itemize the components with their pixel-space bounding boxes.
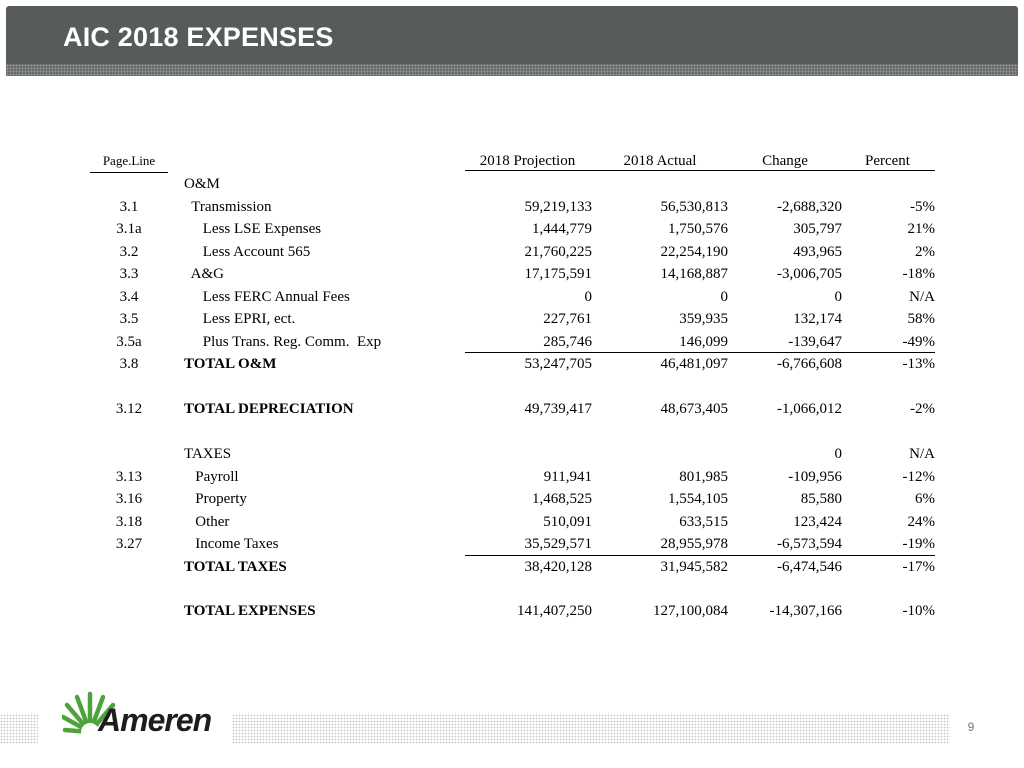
row-change: 305,797 bbox=[793, 221, 842, 237]
row-page-line: 3.12 bbox=[115, 401, 143, 417]
row-description: Less FERC Annual Fees bbox=[184, 288, 350, 305]
row-percent: -10% bbox=[902, 603, 935, 619]
row-projection: 17,175,591 bbox=[524, 266, 592, 282]
logo-text: Ameren bbox=[98, 702, 212, 738]
row-description: Transmission bbox=[184, 198, 272, 215]
row-description: O&M bbox=[184, 176, 220, 192]
table-row bbox=[90, 466, 936, 488]
row-change: -139,647 bbox=[788, 333, 842, 350]
row-page-line: 3.18 bbox=[115, 513, 143, 530]
table-row bbox=[90, 533, 936, 555]
row-page-line: 3.1a bbox=[116, 221, 142, 237]
row-projection: 53,247,705 bbox=[524, 356, 592, 372]
row-description: Less LSE Expenses bbox=[184, 221, 322, 237]
row-actual: 46,481,097 bbox=[660, 356, 728, 372]
table-row bbox=[90, 398, 936, 420]
row-percent: N/A bbox=[909, 288, 935, 305]
row-projection: 911,941 bbox=[543, 468, 592, 485]
row-change: 0 bbox=[834, 446, 842, 462]
row-percent: -49% bbox=[902, 333, 935, 350]
row-page-line: 3.16 bbox=[115, 491, 143, 507]
row-description: Income Taxes bbox=[184, 536, 279, 552]
row-projection: 285,746 bbox=[543, 333, 592, 350]
row-percent: -18% bbox=[902, 266, 935, 282]
row-actual: 22,254,190 bbox=[660, 243, 728, 260]
header-actual: 2018 Actual bbox=[623, 153, 697, 169]
row-change: 493,965 bbox=[793, 243, 842, 260]
row-description: Plus Trans. Reg. Comm. Exp bbox=[184, 333, 382, 350]
row-projection: 21,760,225 bbox=[524, 243, 592, 260]
row-actual: 1,750,576 bbox=[668, 221, 728, 237]
row-change: 123,424 bbox=[793, 513, 842, 530]
table-row bbox=[90, 488, 936, 510]
row-page-line: 3.1 bbox=[119, 198, 139, 215]
row-page-line: 3.5 bbox=[119, 311, 139, 327]
row-page-line: 3.13 bbox=[115, 468, 143, 485]
row-actual: 14,168,887 bbox=[660, 266, 728, 282]
row-change: -2,688,320 bbox=[777, 198, 842, 215]
row-page-line: 3.3 bbox=[119, 266, 139, 282]
row-projection: 49,739,417 bbox=[524, 401, 592, 417]
table-row bbox=[90, 218, 936, 240]
table-row bbox=[90, 443, 936, 465]
row-actual: 1,554,105 bbox=[668, 491, 728, 507]
row-actual: 28,955,978 bbox=[660, 536, 728, 552]
page-title: AIC 2018 EXPENSES bbox=[63, 22, 334, 52]
row-projection: 0 bbox=[584, 288, 592, 305]
header-change: Change bbox=[762, 153, 808, 169]
row-projection: 59,219,133 bbox=[524, 198, 592, 215]
row-change: 132,174 bbox=[793, 311, 842, 327]
row-projection: 227,761 bbox=[543, 311, 592, 327]
row-description: TOTAL EXPENSES bbox=[184, 603, 316, 619]
row-change: 85,580 bbox=[800, 491, 842, 507]
table-row bbox=[90, 556, 936, 578]
row-percent: -12% bbox=[902, 468, 935, 485]
table-row bbox=[90, 331, 936, 353]
row-description: TOTAL DEPRECIATION bbox=[184, 401, 354, 417]
row-description: Property bbox=[184, 491, 247, 507]
row-change: -6,573,594 bbox=[777, 536, 842, 552]
row-percent: N/A bbox=[909, 446, 935, 462]
table-header-row bbox=[90, 150, 936, 172]
table-row bbox=[90, 308, 936, 330]
row-projection: 510,091 bbox=[543, 513, 592, 530]
row-actual: 633,515 bbox=[679, 513, 728, 530]
row-projection: 35,529,571 bbox=[524, 536, 592, 552]
row-projection: 1,468,525 bbox=[532, 491, 592, 507]
row-page-line: 3.4 bbox=[119, 288, 139, 305]
ameren-logo bbox=[62, 688, 212, 748]
header-bar bbox=[6, 6, 1018, 76]
row-projection: 38,420,128 bbox=[524, 558, 592, 575]
row-projection: 1,444,779 bbox=[532, 221, 592, 237]
row-actual: 0 bbox=[720, 288, 728, 305]
footer-dot-pattern-left bbox=[0, 714, 38, 744]
row-projection: 141,407,250 bbox=[517, 603, 592, 619]
row-actual: 127,100,084 bbox=[653, 603, 728, 619]
row-change: -109,956 bbox=[788, 468, 842, 485]
row-percent: -2% bbox=[910, 401, 935, 417]
table-row bbox=[90, 241, 936, 263]
row-percent: 6% bbox=[915, 491, 935, 507]
row-percent: 21% bbox=[907, 221, 935, 237]
row-percent: -17% bbox=[902, 558, 935, 575]
row-description: TAXES bbox=[184, 446, 232, 462]
row-change: -14,307,166 bbox=[769, 603, 842, 619]
row-change: -6,766,608 bbox=[777, 356, 842, 372]
row-percent: 2% bbox=[915, 243, 935, 260]
table-row bbox=[90, 600, 936, 622]
table-row bbox=[90, 173, 936, 195]
row-percent: -13% bbox=[902, 356, 935, 372]
footer-dot-pattern-right bbox=[232, 714, 950, 744]
table-row bbox=[90, 263, 936, 285]
table-row bbox=[90, 286, 936, 308]
row-page-line: 3.8 bbox=[119, 356, 139, 372]
row-page-line: 3.5a bbox=[116, 333, 142, 350]
row-percent: 58% bbox=[907, 311, 935, 327]
row-percent: -5% bbox=[910, 198, 935, 215]
table-row bbox=[90, 196, 936, 218]
row-page-line: 3.27 bbox=[115, 536, 143, 552]
row-actual: 31,945,582 bbox=[660, 558, 728, 575]
header-underline bbox=[465, 170, 935, 171]
row-description: Less Account 565 bbox=[184, 243, 311, 260]
header-projection: 2018 Projection bbox=[479, 153, 576, 169]
row-description: Less EPRI, ect. bbox=[184, 311, 296, 327]
header-percent: Percent bbox=[865, 153, 910, 169]
row-actual: 359,935 bbox=[679, 311, 728, 327]
row-change: -6,474,546 bbox=[777, 558, 842, 575]
table-row bbox=[90, 353, 936, 375]
header-page-line: Page.Line bbox=[90, 150, 168, 173]
row-change: -3,006,705 bbox=[777, 266, 842, 282]
row-page-line: 3.2 bbox=[119, 243, 139, 260]
row-description: Other bbox=[184, 513, 230, 530]
row-description: Payroll bbox=[184, 468, 239, 485]
page-number: 9 bbox=[967, 720, 975, 734]
row-description: TOTAL O&M bbox=[184, 356, 277, 372]
row-actual: 56,530,813 bbox=[660, 198, 728, 215]
row-percent: 24% bbox=[907, 513, 935, 530]
row-change: 0 bbox=[834, 288, 842, 305]
row-change: -1,066,012 bbox=[777, 401, 842, 417]
row-description: TOTAL TAXES bbox=[184, 558, 287, 575]
row-percent: -19% bbox=[902, 536, 935, 552]
header-dot-pattern bbox=[6, 64, 1018, 76]
row-actual: 146,099 bbox=[679, 333, 728, 350]
row-actual: 48,673,405 bbox=[660, 401, 728, 417]
row-actual: 801,985 bbox=[679, 468, 728, 485]
row-description: A&G bbox=[184, 266, 225, 282]
table-row bbox=[90, 511, 936, 533]
